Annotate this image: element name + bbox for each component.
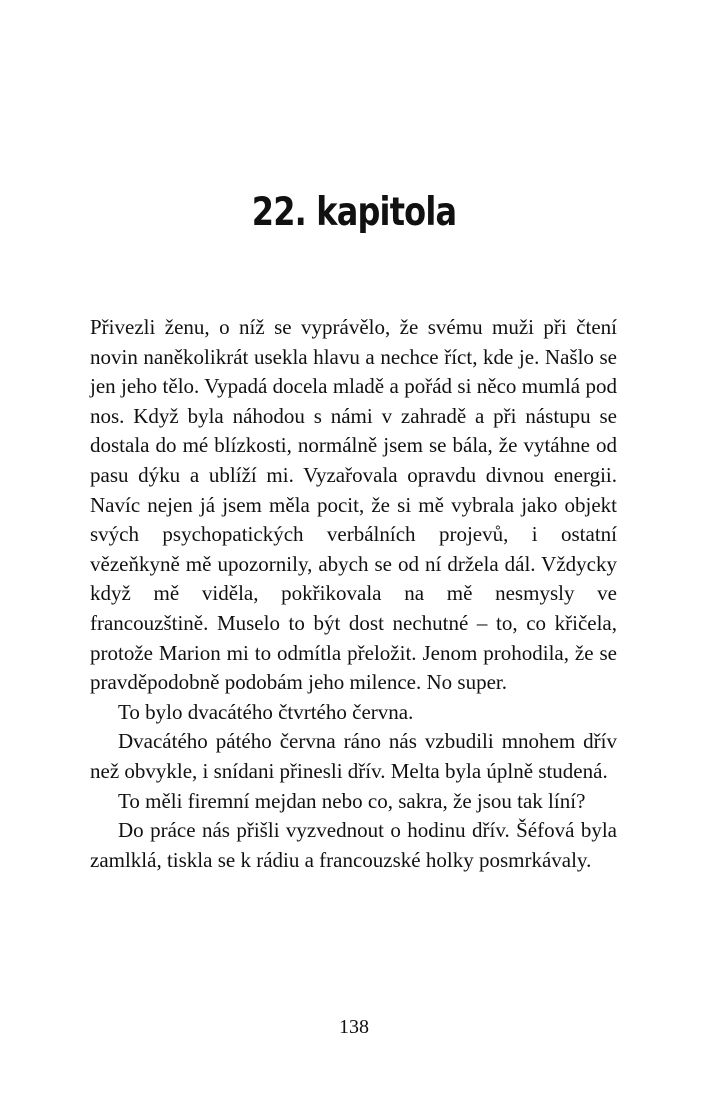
paragraph: Dvacátého pátého června ráno nás vzbudili mnohem dřív než obvykle, i snídani přinesli dřív. Melta byla úplně studená. — [90, 729, 617, 783]
body-text — [90, 313, 617, 875]
paragraph: To bylo dvacátého čtvrtého června. — [118, 699, 414, 724]
paragraph: To měli firemní mejdan nebo co, sakra, že jsou tak líní? — [118, 788, 586, 813]
paragraph: Do práce nás přišli vyzvednout o hodinu dřív. Šéfová byla zamlklá, tiskla se k rádiu a francouzské holky posmrkávaly. — [90, 818, 617, 872]
page-number: 138 — [339, 1016, 369, 1038]
paragraph: Přivezli ženu, o níž se vyprávělo, že svému muži při čtení novin naněkolikrát usekla hlavu a nechce říct, kde je. Našlo se jen jeho tělo. Vypadá docela mladě a pořád si něco mumlá pod nos. Když byla náhodou s námi v zahradě a při nástupu se dostala do mé blízkosti, normálně jsem se bála, že vytáhne od pasu dýku a ublíží mi. Vyzařovala opravdu divnou energii. Navíc nejen já jsem měla pocit, že si mě vybrala jako objekt svých psychopatických verbálních projevů, i ostatní vězeňkyně mě upozornily, abych se od ní držela dál. Vždycky když mě viděla, pokřikovala na mě nesmysly ve francouzštině. Muselo to být dost nechutné – to, co křičela, protože Marion mi to odmítla přeložit. Jenom prohodila, že se pravděpodobně podobám jeho milence. No super. — [90, 315, 617, 695]
chapter-title: 22. kapitola — [251, 190, 457, 235]
